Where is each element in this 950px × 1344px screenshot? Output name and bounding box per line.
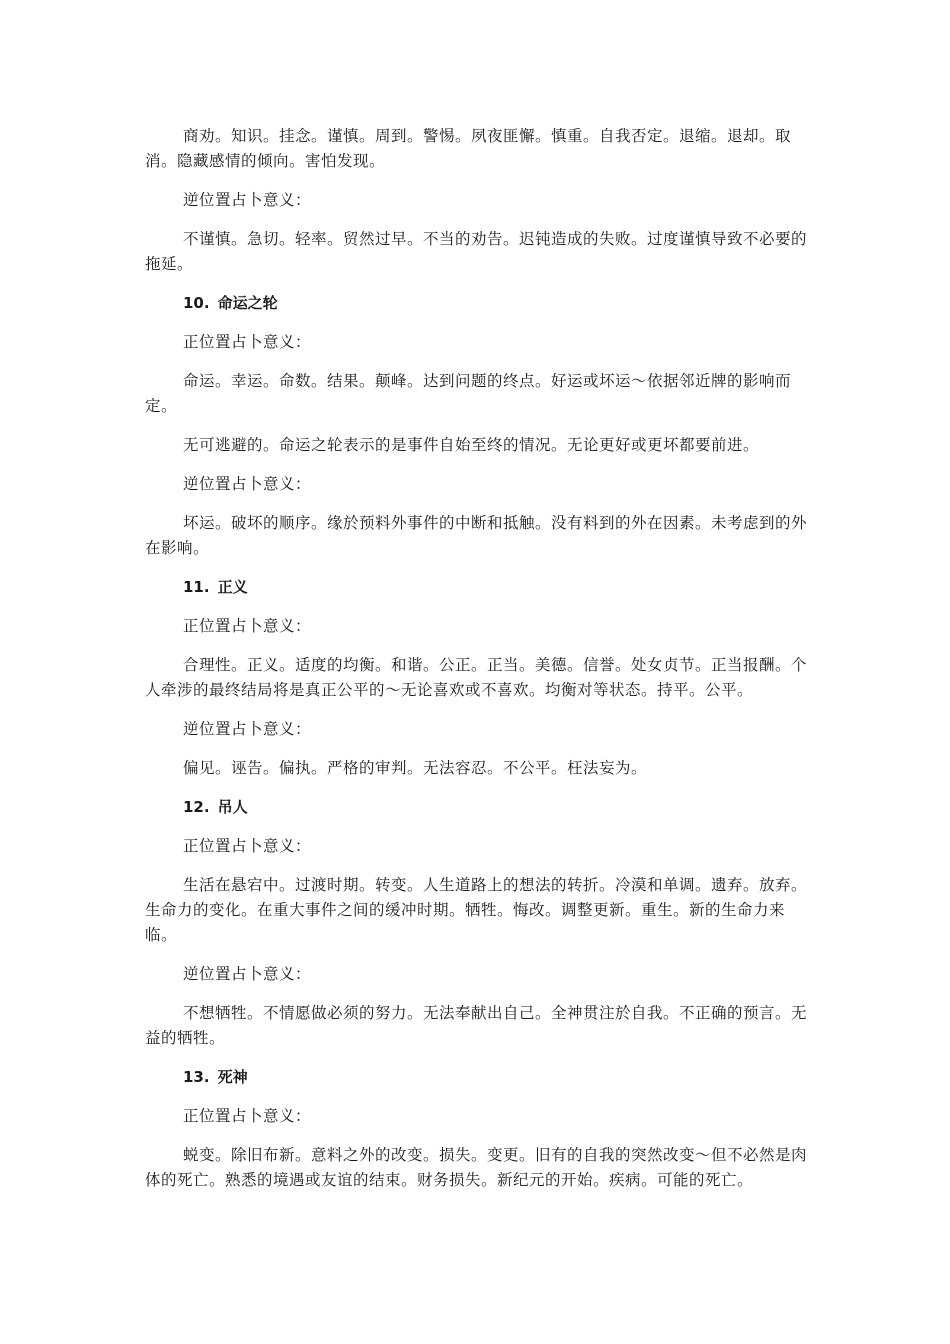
section-number: 10.	[183, 294, 210, 312]
section-number: 12.	[183, 798, 210, 816]
section-title: 死神	[217, 1068, 248, 1086]
section-title: 吊人	[217, 798, 248, 816]
section-heading	[145, 795, 810, 820]
intro-upright-text: 商劝。知识。挂念。谨慎。周到。警惕。夙夜匪懈。慎重。自我否定。退缩。退却。取消。隐藏感情的倾向。害怕发现。	[145, 127, 792, 170]
intro-reversed-label: 逆位置占卜意义：	[183, 191, 312, 209]
upright-text: 合理性。正义。适度的均衡。和谐。公正。正当。美德。信誉。处女贞节。正当报酬。个人牵涉的最终结局将是真正公平的～无论喜欢或不喜欢。均衡对等状态。持平。公平。	[145, 656, 808, 699]
upright-text: 命运。幸运。命数。结果。颠峰。达到问题的终点。好运或坏运～依据邻近牌的影响而定。	[145, 372, 792, 415]
reversed-label: 逆位置占卜意义：	[183, 720, 312, 738]
section-title: 正义	[217, 578, 248, 596]
section-number: 11.	[183, 578, 210, 596]
section-heading	[145, 1065, 810, 1090]
section-number: 13.	[183, 1068, 210, 1086]
upright-label: 正位置占卜意义：	[183, 617, 312, 635]
reversed-label: 逆位置占卜意义：	[183, 965, 312, 983]
reversed-label: 逆位置占卜意义：	[183, 475, 312, 493]
section-wheel-of-fortune	[145, 291, 810, 561]
section-heading	[145, 291, 810, 316]
upright-label: 正位置占卜意义：	[183, 333, 312, 351]
upright-label: 正位置占卜意义：	[183, 1107, 312, 1125]
reversed-text: 坏运。破坏的顺序。缘於预料外事件的中断和抵触。没有料到的外在因素。未考虑到的外在影响。	[145, 514, 808, 557]
document-page	[145, 124, 810, 1207]
section-death	[145, 1065, 810, 1193]
upright-text: 生活在悬宕中。过渡时期。转变。人生道路上的想法的转折。冷漠和单调。遗弃。放弃。生命力的变化。在重大事件之间的缓冲时期。牺牲。悔改。调整更新。重生。新的生命力来临。	[145, 876, 808, 944]
section-title: 命运之轮	[217, 294, 278, 312]
reversed-text: 不想牺牲。不情愿做必须的努力。无法奉献出自己。全神贯注於自我。不正确的预言。无益的牺牲。	[145, 1004, 808, 1047]
upright-text: 蜕变。除旧布新。意料之外的改变。损失。变更。旧有的自我的突然改变～但不必然是肉体的死亡。熟悉的境遇或友谊的结束。财务损失。新纪元的开始。疾病。可能的死亡。	[145, 1146, 808, 1189]
section-heading	[145, 575, 810, 600]
reversed-text: 偏见。诬告。偏执。严格的审判。无法容忍。不公平。枉法妄为。	[183, 759, 648, 777]
intro-reversed-text: 不谨慎。急切。轻率。贸然过早。不当的劝告。迟钝造成的失败。过度谨慎导致不必要的拖延。	[145, 230, 808, 273]
upright-label: 正位置占卜意义：	[183, 837, 312, 855]
section-justice	[145, 575, 810, 781]
upright-text: 无可逃避的。命运之轮表示的是事件自始至终的情况。无论更好或更坏都要前进。	[183, 436, 760, 454]
section-hanged-man	[145, 795, 810, 1051]
